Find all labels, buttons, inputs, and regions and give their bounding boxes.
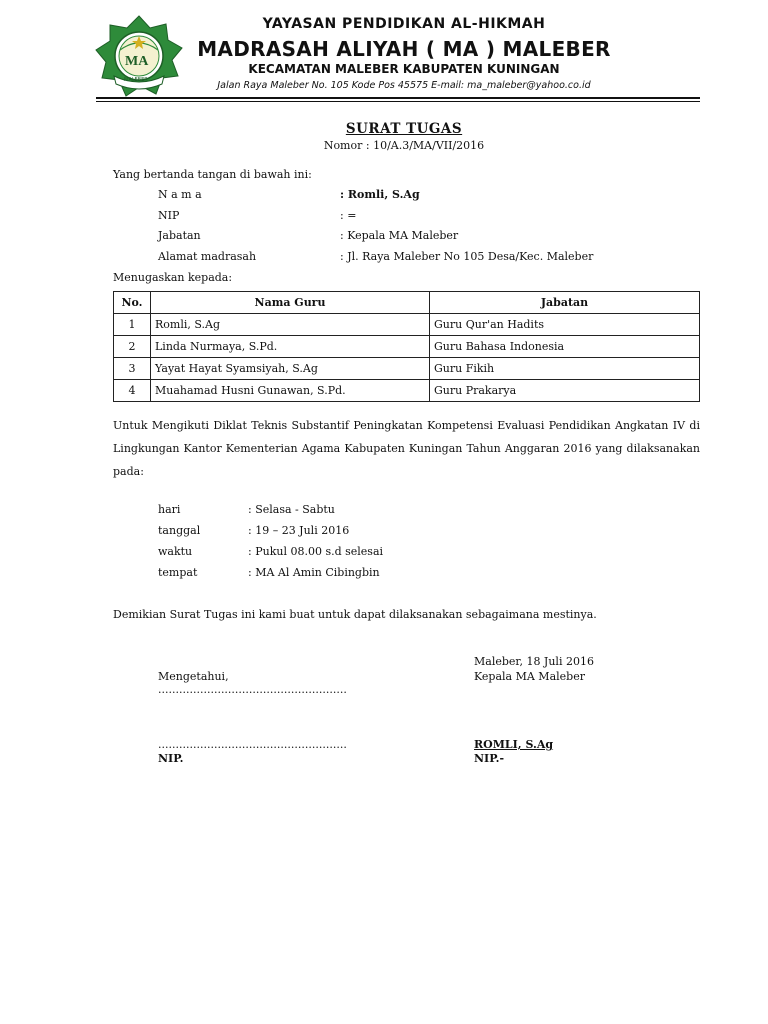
cell-name: Muahamad Husni Gunawan, S.Pd.	[151, 380, 430, 402]
letter-title: SURAT TUGAS	[345, 121, 463, 137]
column-header-no: No.	[114, 292, 151, 314]
table-header-row	[114, 292, 700, 314]
schedule-label-time: waktu	[158, 545, 193, 558]
acknowledged-label: Mengetahui,	[158, 670, 229, 683]
cell-name: Yayat Hayat Syamsiyah, S.Ag	[151, 358, 430, 380]
signer-nip: NIP.-	[474, 752, 505, 765]
school-name: MADRASAH ALIYAH ( MA ) MALEBER	[197, 37, 611, 61]
opening-text: Yang bertanda tangan di bawah ini:	[113, 168, 312, 181]
teacher-table	[113, 291, 700, 402]
assign-intro: Menugaskan kepada:	[113, 271, 233, 284]
purpose-paragraph: Untuk Mengikuti Diklat Teknis Substantif Peningkatan Kompetensi Evaluasi Pendidikan Angkatan IV di Lingkungan Kantor Kementerian Agama Kabupaten Kuningan Tahun Anggaran 2016 yang dilaksanakan pada:	[113, 419, 700, 478]
schedule-label-day: hari	[158, 503, 181, 516]
cell-no: 2	[114, 336, 151, 358]
cell-position: Guru Prakarya	[430, 380, 700, 402]
cell-no: 3	[114, 358, 151, 380]
table-row	[114, 314, 700, 336]
signatory-value-nip: : =	[340, 209, 357, 222]
cell-position: Guru Qur'an Hadits	[430, 314, 700, 336]
schedule-value-place: : MA Al Amin Cibingbin	[248, 566, 380, 579]
cell-name: Romli, S.Ag	[151, 314, 430, 336]
left-sign-dots-1: ......................................................	[158, 683, 347, 696]
schedule-value-time: : Pukul 08.00 s.d selesai	[248, 545, 384, 558]
closing-text: Demikian Surat Tugas ini kami buat untuk dapat dilaksanakan sebagaimana mestinya.	[113, 608, 597, 621]
signatory-value-position: : Kepala MA Maleber	[340, 229, 459, 242]
column-header-name: Nama Guru	[151, 292, 430, 314]
logo-banner: MALEBER	[124, 77, 148, 83]
column-header-position: Jabatan	[430, 292, 700, 314]
left-sign-nip: NIP.	[158, 752, 184, 765]
letterhead-rule-thin	[96, 101, 700, 102]
cell-name: Linda Nurmaya, S.Pd.	[151, 336, 430, 358]
signatory-value-address: : Jl. Raya Maleber No 105 Desa/Kec. Maleber	[340, 250, 594, 263]
signer-name: ROMLI, S.Ag	[474, 738, 554, 751]
table-row	[114, 336, 700, 358]
schedule-label-place: tempat	[158, 566, 198, 579]
signer-position: Kepala MA Maleber	[474, 670, 585, 683]
cell-position: Guru Bahasa Indonesia	[430, 336, 700, 358]
signatory-label-name: N a m a	[158, 188, 202, 201]
schedule-label-date: tanggal	[158, 524, 201, 537]
cell-no: 1	[114, 314, 151, 336]
schedule-value-day: : Selasa - Sabtu	[248, 503, 335, 516]
schedule-value-date: : 19 – 23 Juli 2016	[248, 524, 350, 537]
signatory-label-nip: NIP	[158, 209, 180, 222]
table-row	[114, 380, 700, 402]
cell-position: Guru Fikih	[430, 358, 700, 380]
logo-text: MA	[125, 54, 149, 69]
left-sign-dots-2: ......................................................	[158, 738, 347, 751]
table-row	[114, 358, 700, 380]
school-address: Jalan Raya Maleber No. 105 Kode Pos 45575 E-mail: ma_maleber@yahoo.co.id	[217, 80, 591, 91]
signatory-label-address: Alamat madrasah	[158, 250, 257, 263]
foundation-name: YAYASAN PENDIDIKAN AL-HIKMAH	[262, 16, 546, 32]
letterhead-rule-thick	[96, 97, 700, 99]
place-date: Maleber, 18 Juli 2016	[474, 655, 594, 668]
signatory-value-name: : Romli, S.Ag	[340, 188, 420, 201]
letter-number: Nomor : 10/A.3/MA/VII/2016	[323, 139, 485, 152]
district-name: KECAMATAN MALEBER KABUPATEN KUNINGAN	[248, 62, 560, 76]
signatory-label-position: Jabatan	[158, 229, 201, 242]
cell-no: 4	[114, 380, 151, 402]
